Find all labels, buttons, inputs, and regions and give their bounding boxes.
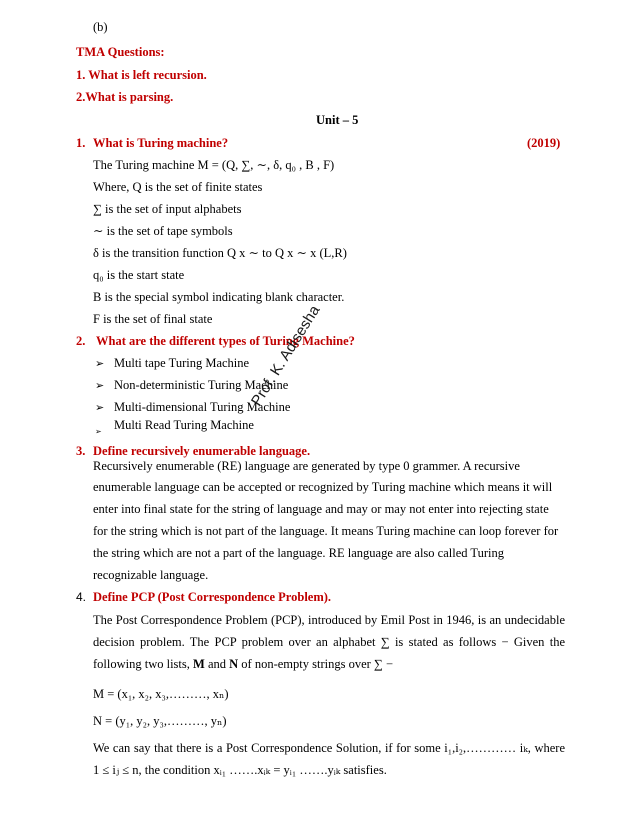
q4-solution-line-1: We can say that there is a Post Correspondence Solution, if for some i₁,i₂,………… iₖ, where bbox=[93, 741, 565, 755]
q4-para-line-2: decision problem. The PCP problem over an alphabet ∑ is stated as follows − Given the bbox=[93, 635, 565, 649]
q1-line-8: F is the set of final state bbox=[93, 312, 213, 326]
q3-line-2: enumerable language can be accepted or recognized by Turing machine which means it will bbox=[93, 480, 553, 494]
q4-title: Define PCP (Post Correspondence Problem). bbox=[93, 590, 332, 604]
bullet-arrow-icon: ➢ bbox=[95, 427, 102, 436]
q1-line-6: q₀ is the start state bbox=[93, 268, 185, 282]
watermark: Prof. K. Adisesha bbox=[248, 302, 324, 410]
q3-title: Define recursively enumerable language. bbox=[93, 444, 311, 458]
q4-list-m: M = (x₁, x₂, x₃,………, xₙ) bbox=[93, 687, 229, 701]
q1-year: (2019) bbox=[527, 136, 561, 150]
q3-number: 3. bbox=[76, 444, 86, 458]
bullet-arrow-icon: ➢ bbox=[95, 402, 105, 414]
q1-line-2: Where, Q is the set of finite states bbox=[93, 180, 263, 194]
bullet-arrow-icon: ➢ bbox=[95, 380, 105, 392]
q4-solution-line-2: 1 ≤ iⱼ ≤ n, the condition xᵢ₁ …….xᵢₖ = yᵢ₁ …….yᵢₖ satisfies. bbox=[93, 763, 387, 777]
q1-line-4: ∼ is the set of tape symbols bbox=[93, 224, 233, 238]
q2-item-3: Multi-dimensional Turing Machine bbox=[114, 400, 291, 414]
q3-line-5: the string which are not a part of the language. RE language are also called Turing bbox=[93, 546, 504, 560]
q3-line-3: enter into final state for the string of language and may or may not enter into rejecting state bbox=[93, 502, 549, 516]
bullet-arrow-icon: ➢ bbox=[95, 358, 105, 370]
q2-title: What are the different types of Turing Machine? bbox=[96, 334, 355, 348]
tma-question-2: 2.What is parsing. bbox=[76, 90, 174, 104]
unit-title: Unit – 5 bbox=[316, 113, 359, 127]
q1-line-1: The Turing machine M = (Q, ∑, ∼, δ, q₀ , B , F) bbox=[93, 158, 335, 172]
sub-label-b: (b) bbox=[93, 20, 108, 34]
q2-item-4: Multi Read Turing Machine bbox=[114, 418, 254, 432]
q4-list-n: N = (y₁, y₂, y₃,………, yₙ) bbox=[93, 714, 227, 728]
q2-item-1: Multi tape Turing Machine bbox=[114, 356, 250, 370]
q1-number: 1. bbox=[76, 136, 86, 150]
q2-number: 2. bbox=[76, 334, 86, 348]
q4-para-line-1: The Post Correspondence Problem (PCP), introduced by Emil Post in 1946, is an undecidable bbox=[93, 613, 565, 627]
q3-line-1: Recursively enumerable (RE) language are generated by type 0 grammer. A recursive bbox=[93, 459, 520, 473]
q1-line-3: ∑ is the set of input alphabets bbox=[93, 202, 242, 216]
q2-item-2: Non-deterministic Turing Machine bbox=[114, 378, 289, 392]
q1-title: What is Turing machine? bbox=[93, 136, 229, 150]
q1-line-7: B is the special symbol indicating blank character. bbox=[93, 290, 345, 304]
tma-question-1: 1. What is left recursion. bbox=[76, 68, 207, 82]
tma-heading: TMA Questions: bbox=[76, 45, 165, 59]
q1-line-5: δ is the transition function Q x ∼ to Q x ∼ x (L,R) bbox=[93, 246, 347, 260]
q3-line-6: recognizable language. bbox=[93, 568, 209, 582]
q4-number: 4. bbox=[76, 590, 87, 604]
q4-para-line-3: following two lists, M and N of non-empty strings over ∑ − bbox=[93, 657, 393, 671]
q3-line-4: for the string which is not part of the language. It means Turing machine can loop forever for bbox=[93, 524, 559, 538]
